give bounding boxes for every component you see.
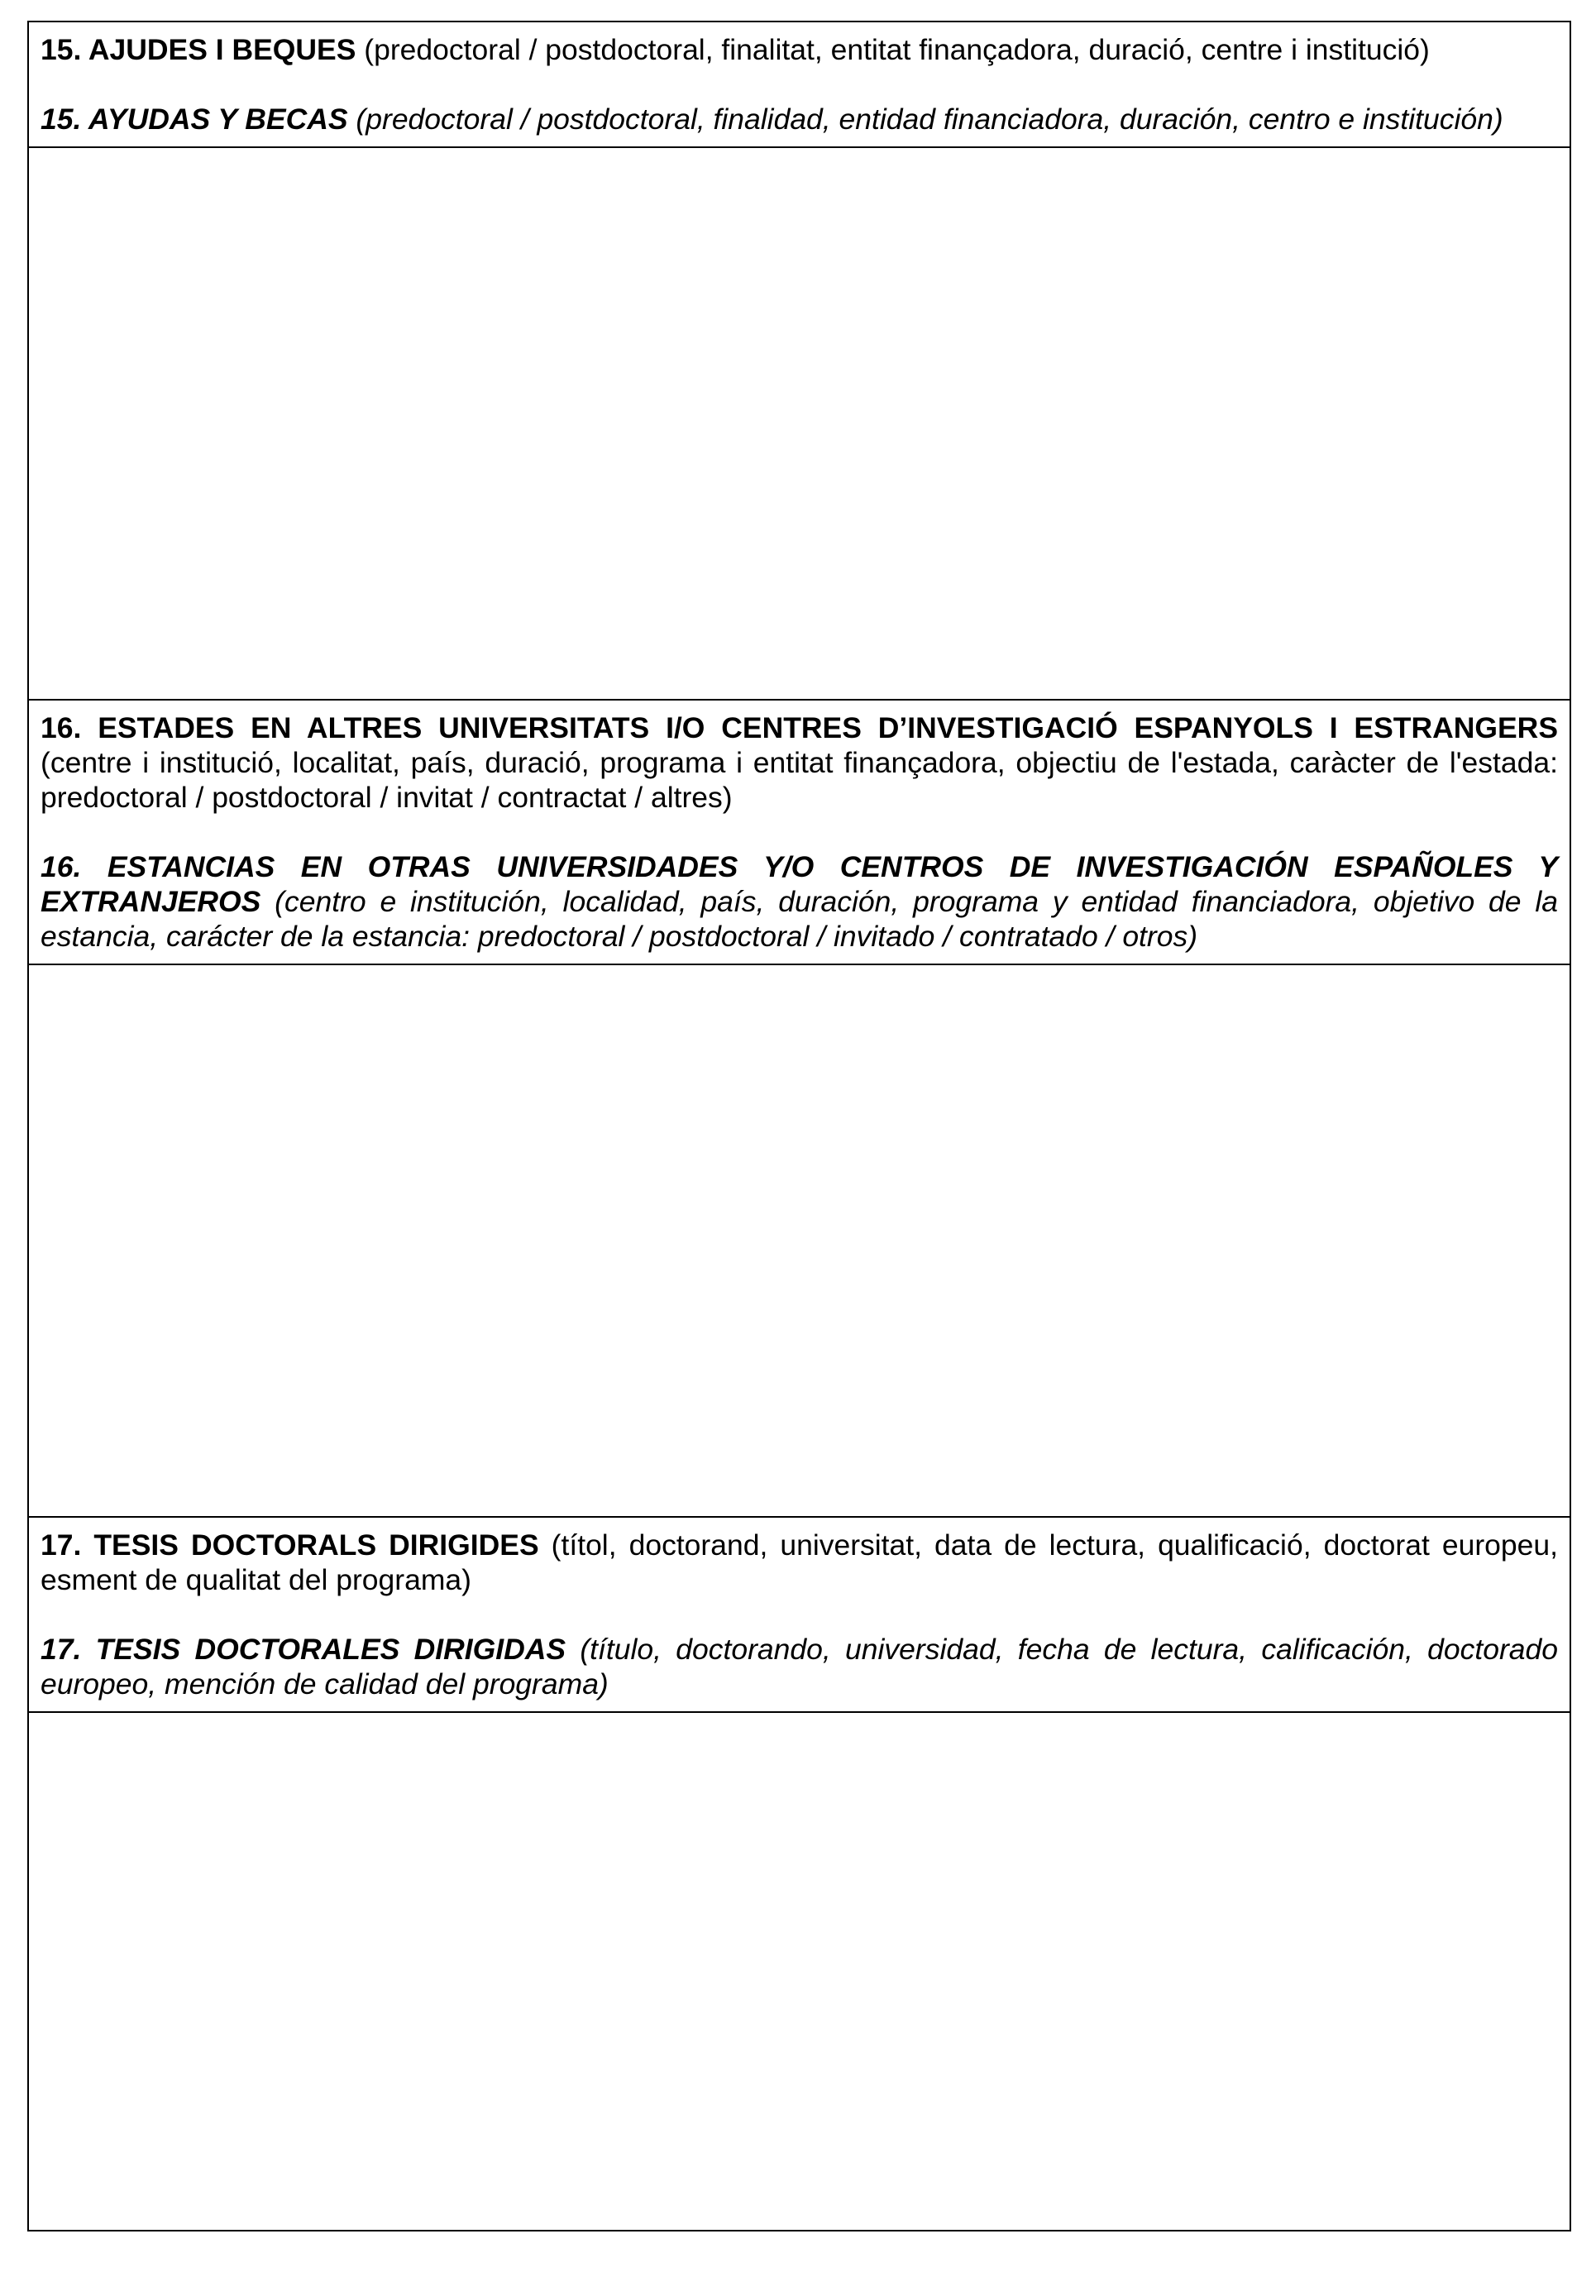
section-16-catalan bbox=[41, 710, 1558, 815]
section-15-spanish bbox=[41, 102, 1558, 136]
section-17-spanish-description: (título, doctorando, universidad, fecha de lectura, calificación, doctorado europeo, mención de calidad del programa) bbox=[41, 1633, 1558, 1700]
section-15-catalan-description: (predoctoral / postdoctoral, finalitat, entitat finançadora, duració, centre i institució) bbox=[356, 33, 1430, 66]
section-16-spanish bbox=[41, 849, 1558, 954]
section-17-catalan-title: 17. TESIS DOCTORALS DIRIGIDES bbox=[41, 1528, 539, 1562]
section-15-spanish-title: 15. AYUDAS Y BECAS bbox=[41, 103, 348, 136]
section-15-catalan-title: 15. AJUDES I BEQUES bbox=[41, 33, 356, 66]
section-15-entry-field[interactable] bbox=[29, 148, 1570, 701]
section-17-spanish-title: 17. TESIS DOCTORALES DIRIGIDAS bbox=[41, 1633, 566, 1666]
section-17-catalan-description: (títol, doctorand, universitat, data de lectura, qualificació, doctorat europeu, esment de qualitat del programa) bbox=[41, 1528, 1559, 1596]
cv-form-table bbox=[27, 21, 1571, 2231]
section-17-spanish bbox=[41, 1632, 1558, 1701]
section-16-spanish-description: (centro e institución, localidad, país, duración, programa y entidad financiadora, objetivo de la estancia, carácter de la estancia: predoctoral / postdoctoral / invitado / contratado / otros) bbox=[41, 885, 1558, 953]
section-16-header bbox=[29, 701, 1570, 965]
section-15-catalan bbox=[41, 32, 1558, 67]
section-16-catalan-description: (centre i institució, localitat, país, duració, programa i entitat finançadora, objectiu de l'estada, caràcter de l'estada: predoctoral / postdoctoral / invitat / contractat / altres) bbox=[41, 746, 1558, 814]
section-17-catalan bbox=[41, 1528, 1558, 1597]
section-16-catalan-title: 16. ESTADES EN ALTRES UNIVERSITATS I/O CENTRES D’INVESTIGACIÓ ESPANYOLS I ESTRANGERS bbox=[41, 711, 1558, 744]
section-17-header bbox=[29, 1518, 1570, 1713]
section-16-spanish-title: 16. ESTANCIAS EN OTRAS UNIVERSIDADES Y/O CENTROS DE INVESTIGACIÓN ESPAÑOLES Y EXTRANJEROS bbox=[41, 850, 1558, 918]
section-17-entry-field[interactable] bbox=[29, 1713, 1570, 2230]
section-16-entry-field[interactable] bbox=[29, 965, 1570, 1518]
section-15-header bbox=[29, 22, 1570, 148]
section-15-spanish-description: (predoctoral / postdoctoral, finalidad, entidad financiadora, duración, centro e institución) bbox=[347, 103, 1503, 136]
